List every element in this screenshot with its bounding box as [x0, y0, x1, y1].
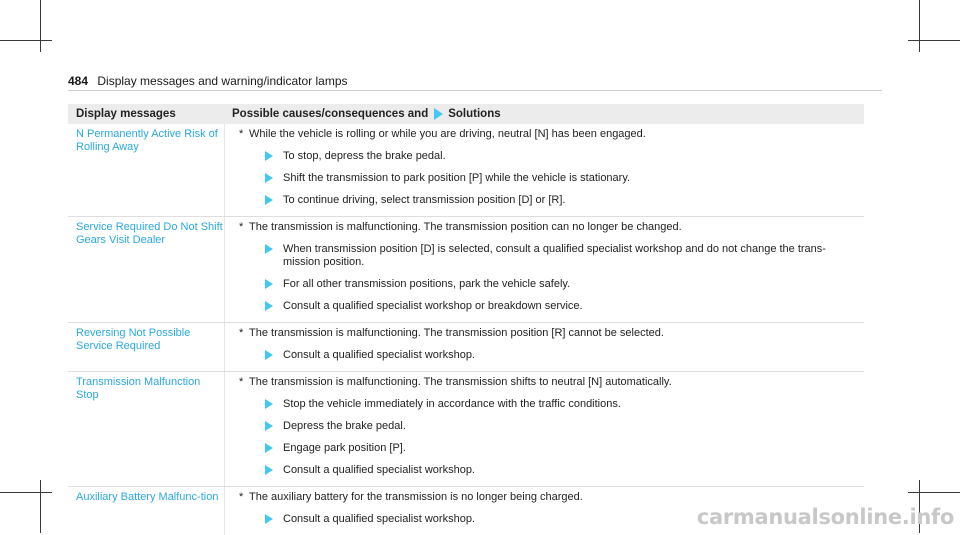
arrow-right-icon: [265, 244, 273, 254]
watermark: carmanualsonline.info: [696, 505, 954, 529]
solution-text: Consult a qualified specialist workshop.: [283, 513, 475, 525]
arrow-right-icon: [265, 195, 273, 205]
solution-text: Shift the transmission to park position [P] while the vehicle is stationary.: [283, 172, 631, 184]
asterisk-bullet: *: [239, 376, 244, 388]
solution-text: Stop the vehicle immediately in accordance with the traffic conditions.: [283, 398, 621, 410]
page-header: [68, 74, 882, 88]
solution-text: When transmission position [D] is selected, consult a qualified specialist workshop and do not change the trans-mission position.: [283, 243, 826, 268]
column-header-solutions-label: Solutions: [448, 108, 501, 120]
cause-description: While the vehicle is rolling or while you are driving, neutral [N] has been engaged.: [249, 128, 646, 140]
crop-mark: [40, 0, 41, 52]
asterisk-bullet: *: [239, 327, 244, 339]
display-message: Service Required Do Not Shift Gears Visit Dealer: [68, 217, 225, 322]
solution-step: [265, 278, 864, 291]
solution-text: Consult a qualified specialist workshop or breakdown service.: [283, 300, 583, 312]
causes-solutions-cell: [225, 372, 864, 486]
solution-step: [265, 243, 864, 269]
asterisk-bullet: *: [239, 221, 244, 233]
display-message: Auxiliary Battery Malfunc-tion: [68, 487, 225, 535]
solution-step: [265, 398, 864, 411]
solution-text: Depress the brake pedal.: [283, 420, 406, 432]
column-header-messages: Display messages: [76, 108, 176, 120]
display-message: Reversing Not Possible Service Required: [68, 323, 225, 371]
solution-step: [265, 349, 864, 362]
table-row: [68, 217, 864, 323]
cause-description: The transmission is malfunctioning. The transmission position can no longer be changed.: [249, 221, 682, 233]
solution-text: Consult a qualified specialist workshop.: [283, 349, 475, 361]
column-header-causes: [225, 108, 501, 120]
cause-text: [239, 221, 864, 234]
arrow-right-icon: [265, 443, 273, 453]
crop-mark: [908, 492, 960, 493]
arrow-right-icon: [265, 173, 273, 183]
solution-step: [265, 150, 864, 163]
cause-text: [239, 128, 864, 141]
solution-text: To continue driving, select transmission position [D] or [R].: [283, 194, 566, 206]
solution-step: [265, 420, 864, 433]
arrow-right-icon: [434, 108, 443, 120]
column-header-causes-label: Possible causes/consequences and: [232, 108, 429, 120]
cause-text: [239, 376, 864, 389]
causes-solutions-cell: [225, 323, 864, 371]
causes-solutions-cell: [225, 217, 864, 322]
solution-text: Engage park position [P].: [283, 442, 406, 454]
display-message: Transmission Malfunction Stop: [68, 372, 225, 486]
cause-description: The transmission is malfunctioning. The transmission shifts to neutral [N] automatically.: [249, 376, 672, 388]
crop-mark: [0, 40, 52, 41]
arrow-right-icon: [265, 514, 273, 524]
cause-text: [239, 491, 864, 504]
arrow-right-icon: [265, 421, 273, 431]
arrow-right-icon: [265, 279, 273, 289]
arrow-right-icon: [265, 151, 273, 161]
arrow-right-icon: [265, 465, 273, 475]
causes-solutions-cell: [225, 124, 864, 216]
solution-text: For all other transmission positions, park the vehicle safely.: [283, 278, 571, 290]
solution-text: Consult a qualified specialist workshop.: [283, 464, 475, 476]
asterisk-bullet: *: [239, 491, 244, 503]
asterisk-bullet: *: [239, 128, 244, 140]
display-message: N Permanently Active Risk of Rolling Away: [68, 124, 225, 216]
table-row: [68, 372, 864, 487]
arrow-right-icon: [265, 399, 273, 409]
messages-table: [68, 104, 864, 535]
arrow-right-icon: [265, 301, 273, 311]
table-header: [68, 104, 864, 124]
cause-text: [239, 327, 864, 340]
cause-description: The transmission is malfunctioning. The transmission position [R] cannot be selected.: [249, 327, 664, 339]
solution-step: [265, 172, 864, 185]
solution-text: To stop, depress the brake pedal.: [283, 150, 446, 162]
page-title: Display messages and warning/indicator lamps: [97, 74, 348, 88]
crop-mark: [919, 0, 920, 52]
crop-mark: [40, 480, 41, 533]
crop-mark: [0, 492, 52, 493]
arrow-right-icon: [265, 350, 273, 360]
cause-description: The auxiliary battery for the transmission is no longer being charged.: [249, 491, 583, 503]
page-number: 484: [68, 74, 89, 88]
header-divider: [68, 90, 882, 91]
table-row: [68, 124, 864, 217]
crop-mark: [908, 40, 960, 41]
table-row: [68, 323, 864, 372]
table-body: [68, 124, 864, 535]
solution-step: [265, 194, 864, 207]
solution-step: [265, 442, 864, 455]
solution-step: [265, 300, 864, 313]
solution-step: [265, 464, 864, 477]
